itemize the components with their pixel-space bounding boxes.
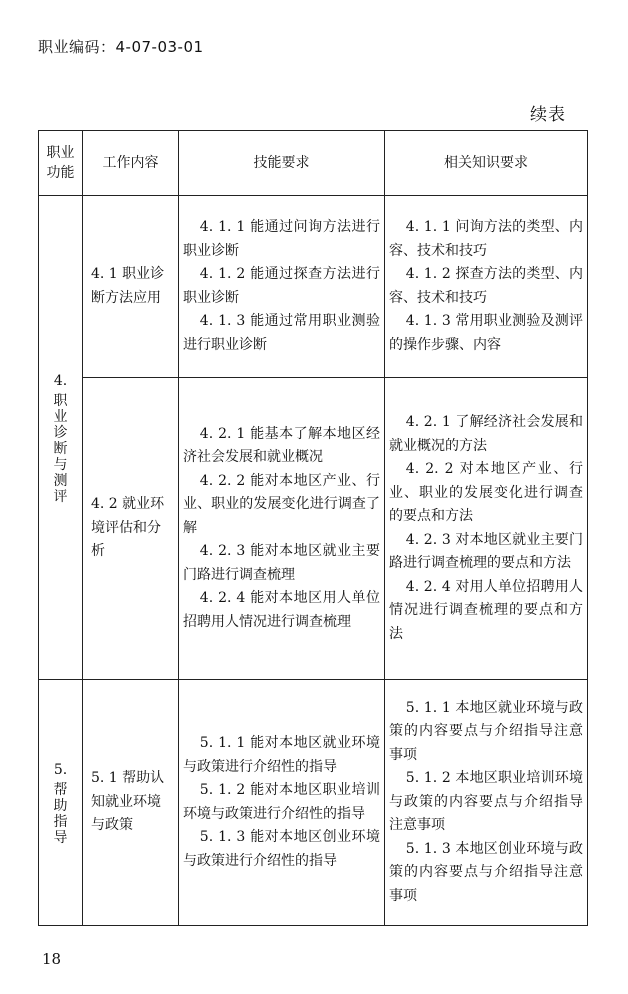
knowledge-item: 4. 1. 3 常用职业测验及测评的操作步骤、内容 — [389, 313, 583, 353]
skill-item: 5. 1. 1 能对本地区就业环境与政策进行介绍性的指导 — [183, 735, 380, 775]
function-number: 4. — [53, 372, 68, 389]
skill-item: 5. 1. 3 能对本地区创业环境与政策进行介绍性的指导 — [183, 829, 380, 869]
knowledge-item: 5. 1. 2 本地区职业培训环境与政策的内容要点与介绍指导注意事项 — [389, 770, 583, 834]
skill-item: 4. 1. 1 能通过问询方法进行职业诊断 — [183, 219, 380, 259]
continued-label: 续表 — [530, 105, 566, 125]
knowledge-item: 5. 1. 3 本地区创业环境与政策的内容要点与介绍指导注意事项 — [389, 840, 583, 904]
skill-cell — [179, 378, 385, 680]
knowledge-cell — [385, 196, 588, 378]
knowledge-item: 4. 1. 2 探查方法的类型、内容、技术和技巧 — [389, 266, 583, 306]
header-skill-requirements: 技能要求 — [179, 131, 385, 196]
knowledge-item: 4. 1. 1 问询方法的类型、内容、技术和技巧 — [389, 219, 583, 259]
occupation-code: 职业编码：4-07-03-01 — [38, 38, 204, 56]
table-header-row — [39, 131, 588, 196]
knowledge-cell — [385, 378, 588, 680]
skill-item: 5. 1. 2 能对本地区职业培训环境与政策进行介绍性的指导 — [183, 782, 380, 822]
header-function: 职业 功能 — [39, 131, 83, 196]
work-number: 4. 1 — [91, 266, 118, 282]
page-number: 18 — [42, 950, 62, 968]
work-content-cell — [83, 378, 179, 680]
work-title-text: 帮助认知就业环境与政策 — [91, 770, 165, 834]
skill-item: 4. 1. 2 能通过探查方法进行职业诊断 — [183, 266, 380, 306]
skill-item: 4. 1. 3 能通过常用职业测验进行职业诊断 — [183, 313, 380, 353]
work-content-cell — [83, 196, 179, 378]
function-name: 职业诊断与测评 — [53, 392, 68, 505]
knowledge-item: 4. 2. 1 了解经济社会发展和就业概况的方法 — [389, 414, 583, 454]
work-title-text: 就业环境评估和分析 — [91, 496, 165, 560]
skill-cell — [179, 196, 385, 378]
table-row — [39, 196, 588, 378]
knowledge-item: 4. 2. 2 对本地区产业、行业、职业的发展变化进行调查的要点和方法 — [389, 461, 583, 524]
work-number: 5. 1 — [91, 770, 118, 787]
header-work-content: 工作内容 — [83, 131, 179, 196]
knowledge-cell — [385, 680, 588, 926]
table-row — [39, 378, 588, 680]
work-number: 4. 2 — [91, 496, 118, 513]
skill-item: 4. 2. 3 能对本地区就业主要门路进行调查梳理 — [183, 543, 380, 583]
header-knowledge-requirements: 相关知识要求 — [385, 131, 588, 196]
skill-item: 4. 2. 4 能对本地区用人单位招聘用人情况进行调查梳理 — [183, 590, 380, 630]
skill-item: 4. 2. 1 能基本了解本地区经济社会发展和就业概况 — [183, 425, 380, 466]
work-title-text: 职业诊断方法应用 — [91, 266, 165, 306]
function-number: 5. — [53, 761, 68, 778]
function-cell — [39, 680, 83, 926]
function-name: 帮助指导 — [53, 781, 68, 846]
function-cell — [39, 196, 83, 680]
work-content-cell — [83, 680, 179, 926]
knowledge-item: 5. 1. 1 本地区就业环境与政策的内容要点与介绍指导注意事项 — [389, 699, 583, 763]
standards-table — [38, 130, 588, 926]
knowledge-item: 4. 2. 4 对用人单位招聘用人情况进行调查梳理的要点和方法 — [389, 578, 583, 642]
skill-item: 4. 2. 2 能对本地区产业、行业、职业的发展变化进行调查了解 — [183, 472, 380, 536]
skill-cell — [179, 680, 385, 926]
knowledge-item: 4. 2. 3 对本地区就业主要门路进行调查梳理的要点和方法 — [389, 531, 583, 571]
table-row — [39, 680, 588, 926]
